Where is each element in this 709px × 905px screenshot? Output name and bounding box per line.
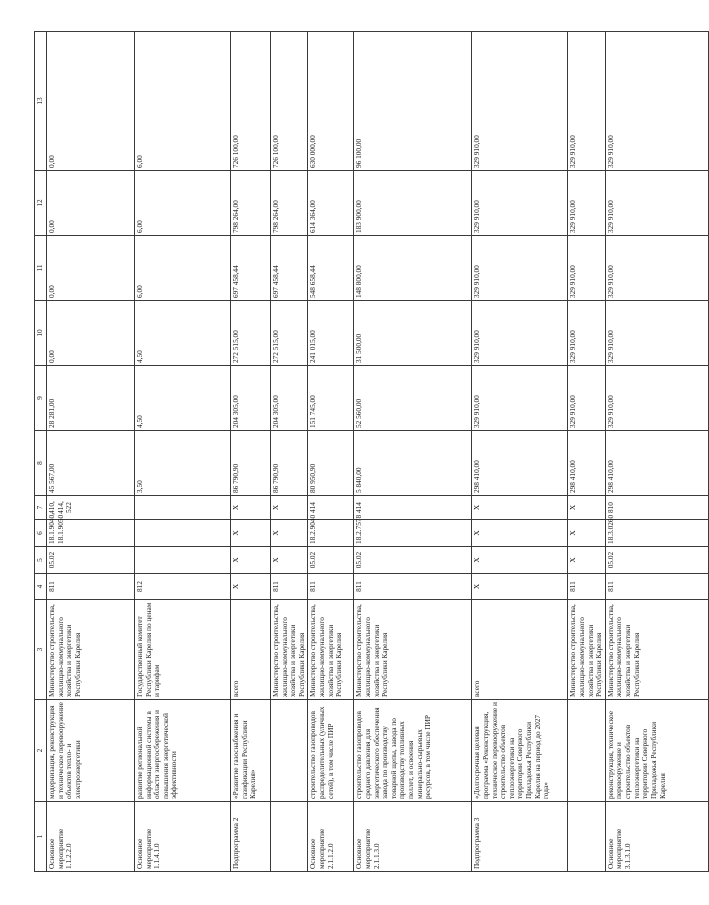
table-cell: 726 100,00 bbox=[231, 32, 271, 171]
table-cell: 811 bbox=[605, 574, 708, 600]
table-cell: 241 015,00 bbox=[308, 301, 354, 366]
table-cell: 272 515,00 bbox=[231, 301, 271, 366]
table-cell: 410, 414, 522 bbox=[47, 496, 135, 520]
table-cell: 298 410,00 bbox=[472, 431, 568, 496]
column-number-4: 4 bbox=[35, 574, 47, 600]
table-cell: 329 910,00 bbox=[568, 366, 605, 431]
table-cell: реконструкция, техническое перевооружение и строительство объектов теплоэнергетики на территории Северного Приладожья Республики Карелия bbox=[605, 700, 708, 802]
table-cell: X bbox=[568, 496, 605, 520]
table-cell: 811 bbox=[354, 574, 472, 600]
table-cell: 329 910,00 bbox=[605, 32, 708, 171]
table-cell: X bbox=[568, 547, 605, 574]
table-cell: Министерство строительства, жилищно-коммунального хозяйства и энергетики Республики Карелия bbox=[271, 600, 308, 700]
table-cell: 329 910,00 bbox=[472, 32, 568, 171]
table-cell: развитие региональной информационной системы в области энергосбережения и повышения энергетической эффективности bbox=[135, 700, 231, 802]
table-header bbox=[35, 32, 47, 872]
table-cell: 272 515,00 bbox=[271, 301, 308, 366]
table-cell: Министерство строительства, жилищно-коммунального хозяйства и энергетики Республики Карелия bbox=[354, 600, 472, 700]
table-cell: X bbox=[231, 547, 271, 574]
table-cell bbox=[135, 547, 231, 574]
table-cell: 4,50 bbox=[135, 301, 231, 366]
table-cell: 630 000,00 bbox=[308, 32, 354, 171]
table-cell: 329 910,00 bbox=[605, 171, 708, 236]
table-cell bbox=[271, 700, 308, 802]
table-row bbox=[308, 32, 354, 872]
table-cell: 05.02 bbox=[47, 547, 135, 574]
table-cell: 96 100,00 bbox=[354, 32, 472, 171]
table-cell: 52 560,00 bbox=[354, 366, 472, 431]
table-cell: 414 bbox=[354, 496, 472, 520]
table-cell: 298 410,00 bbox=[605, 431, 708, 496]
table-cell: модернизация, реконструкция и техническое перевооружение объектов тепло- и электроэнергетики bbox=[47, 700, 135, 802]
column-number-1: 1 bbox=[35, 802, 47, 872]
table-cell: 05.02 bbox=[605, 547, 708, 574]
column-number-6: 6 bbox=[35, 520, 47, 547]
table-row bbox=[568, 32, 605, 872]
table-cell: X bbox=[472, 520, 568, 547]
table-cell bbox=[568, 700, 605, 802]
table-cell bbox=[135, 520, 231, 547]
budget-table bbox=[34, 31, 709, 872]
table-cell: Основное мероприятие 1.1.2.2.0 bbox=[47, 802, 135, 872]
table-cell: 811 bbox=[271, 574, 308, 600]
table-cell: Основное мероприятие 1.1.4.1.0 bbox=[135, 802, 231, 872]
table-cell: 18.1.9040, 18.1.9050 bbox=[47, 520, 135, 547]
table-cell: 6,00 bbox=[135, 32, 231, 171]
table-cell: Подпрограмма 3 bbox=[472, 802, 568, 872]
column-number-12: 12 bbox=[35, 171, 47, 236]
table-cell: 697 458,44 bbox=[231, 236, 271, 301]
table-cell bbox=[271, 802, 308, 872]
table-cell: X bbox=[568, 520, 605, 547]
table-cell: X bbox=[271, 496, 308, 520]
header-row bbox=[35, 32, 47, 872]
table-cell: 151 745,00 bbox=[308, 366, 354, 431]
table-cell: Министерство строительства, жилищно-коммунального хозяйства и энергетики Республики Карелия bbox=[605, 600, 708, 700]
table-cell: X bbox=[472, 547, 568, 574]
table-cell: 298 410,00 bbox=[568, 431, 605, 496]
table-cell: 204 305,00 bbox=[271, 366, 308, 431]
table-cell: строительство газопроводов среднего давления для энергетического обеспечения завода по производству товарной щепы, завода по производству топливных пеллет, и освоения минерально-сырьевых ресурсов, в том числе ПИР bbox=[354, 700, 472, 802]
table-cell: 329 910,00 bbox=[605, 366, 708, 431]
table-cell: X bbox=[472, 574, 568, 600]
table-cell: 28 281,00 bbox=[47, 366, 135, 431]
table-cell: 148 800,00 bbox=[354, 236, 472, 301]
table-cell: 329 910,00 bbox=[472, 301, 568, 366]
table-cell: Государственный комитет Республики Карелия по ценам и тарифам bbox=[135, 600, 231, 700]
column-number-8: 8 bbox=[35, 431, 47, 496]
table-cell: 204 305,00 bbox=[231, 366, 271, 431]
table-cell: 811 bbox=[308, 574, 354, 600]
table-cell: 414 bbox=[308, 496, 354, 520]
column-number-9: 9 bbox=[35, 366, 47, 431]
table-cell: 45 567,00 bbox=[47, 431, 135, 496]
table-cell: Министерство строительства, жилищно-коммунального хозяйства и энергетики Республики Карелия bbox=[568, 600, 605, 700]
column-number-5: 5 bbox=[35, 547, 47, 574]
table-row bbox=[472, 32, 568, 872]
table-cell: 4,50 bbox=[135, 366, 231, 431]
table-row bbox=[231, 32, 271, 872]
table-cell: 811 bbox=[568, 574, 605, 600]
table-cell: «Развитие газоснабжения и газификации Республики Карелия» bbox=[231, 700, 271, 802]
table-cell: 329 910,00 bbox=[605, 301, 708, 366]
column-number-2: 2 bbox=[35, 700, 47, 802]
table-cell: всего bbox=[231, 600, 271, 700]
table-cell: 329 910,00 bbox=[472, 366, 568, 431]
table-cell: X bbox=[472, 496, 568, 520]
table-cell: 329 910,00 bbox=[472, 171, 568, 236]
column-number-11: 11 bbox=[35, 236, 47, 301]
column-number-13: 13 bbox=[35, 32, 47, 171]
table-cell: 86 790,90 bbox=[231, 431, 271, 496]
table-cell: X bbox=[271, 547, 308, 574]
table-cell: 798 264,00 bbox=[271, 171, 308, 236]
table-cell: 183 900,00 bbox=[354, 171, 472, 236]
table-cell: 329 910,00 bbox=[568, 236, 605, 301]
table-row bbox=[605, 32, 708, 872]
table-cell: 18.2.9040 bbox=[308, 520, 354, 547]
table-cell: X bbox=[231, 520, 271, 547]
table-cell: 697 458,44 bbox=[271, 236, 308, 301]
table-row bbox=[271, 32, 308, 872]
table-cell: 05.02 bbox=[308, 547, 354, 574]
table-cell: 18.3.0260 bbox=[605, 520, 708, 547]
table-row bbox=[135, 32, 231, 872]
table-cell: «Долгосрочная целевая программа «Реконструкция, техническое перевооружение и строительство объектов теплоэнергетики на территории Северного Приладожья Республики Карелия на период до 2027 года» bbox=[472, 700, 568, 802]
table-cell: Подпрограмма 2 bbox=[231, 802, 271, 872]
table-cell: 329 910,00 bbox=[605, 236, 708, 301]
table-cell: 329 910,00 bbox=[568, 171, 605, 236]
table-cell: 0,00 bbox=[47, 171, 135, 236]
table-cell: 811 bbox=[47, 574, 135, 600]
table-cell: 6,00 bbox=[135, 236, 231, 301]
table-cell: X bbox=[231, 574, 271, 600]
table-cell: 80 950,90 bbox=[308, 431, 354, 496]
table-cell: Основное мероприятие 2.1.1.2.0 bbox=[308, 802, 354, 872]
table-cell: X bbox=[231, 496, 271, 520]
table-row bbox=[47, 32, 135, 872]
table-cell: строительство газопроводов распределительных (уличных сетей), в том числе ПИР bbox=[308, 700, 354, 802]
column-number-10: 10 bbox=[35, 301, 47, 366]
table-cell bbox=[135, 496, 231, 520]
table-cell: 86 790,90 bbox=[271, 431, 308, 496]
table-cell: Основное мероприятие 2.1.1.3.0 bbox=[354, 802, 472, 872]
table-cell: Основное мероприятие 3.1.3.1.0 bbox=[605, 802, 708, 872]
column-number-3: 3 bbox=[35, 600, 47, 700]
table-cell: 726 100,00 bbox=[271, 32, 308, 171]
table-cell: 0,00 bbox=[47, 32, 135, 171]
table-cell: 5 840,00 bbox=[354, 431, 472, 496]
table-cell: 548 658,44 bbox=[308, 236, 354, 301]
table-cell: Министерство строительства, жилищно-коммунального хозяйства и энергетики Республики Карелия bbox=[47, 600, 135, 700]
table-body bbox=[47, 32, 709, 872]
table-cell: 329 910,00 bbox=[568, 301, 605, 366]
table-cell: 329 910,00 bbox=[472, 236, 568, 301]
table-cell: 812 bbox=[135, 574, 231, 600]
rotated-table-wrapper bbox=[34, 32, 667, 872]
table-row bbox=[354, 32, 472, 872]
table-cell: 614 364,00 bbox=[308, 171, 354, 236]
table-cell: всего bbox=[472, 600, 568, 700]
table-cell: 329 910,00 bbox=[568, 32, 605, 171]
table-cell: 18.2.7578 bbox=[354, 520, 472, 547]
column-number-7: 7 bbox=[35, 496, 47, 520]
table-cell: 05.02 bbox=[354, 547, 472, 574]
table-cell: 3,50 bbox=[135, 431, 231, 496]
table-cell: 810 bbox=[605, 496, 708, 520]
table-cell: 0,00 bbox=[47, 301, 135, 366]
table-cell: 6,00 bbox=[135, 171, 231, 236]
table-cell: 0,00 bbox=[47, 236, 135, 301]
table-cell: 31 500,00 bbox=[354, 301, 472, 366]
table-cell: 798 264,00 bbox=[231, 171, 271, 236]
table-cell: Министерство строительства, жилищно-коммунального хозяйства и энергетики Республики Карелия bbox=[308, 600, 354, 700]
table-cell: X bbox=[271, 520, 308, 547]
table-cell bbox=[568, 802, 605, 872]
